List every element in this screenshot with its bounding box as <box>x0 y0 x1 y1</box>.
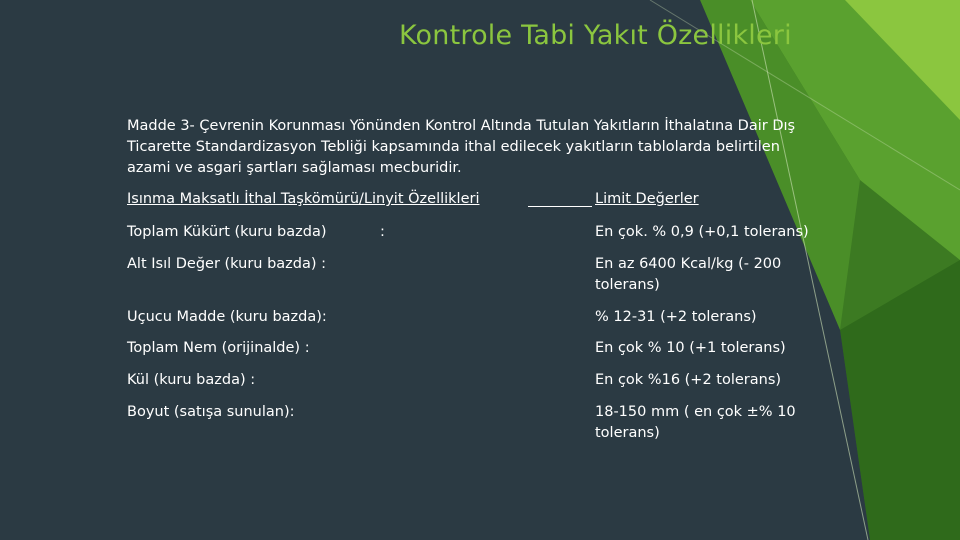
row-ash-label: Kül (kuru bazda) : <box>127 372 256 388</box>
table-header-left: Isınma Maksatlı İthal Taşkömürü/Linyit Özellikleri <box>127 191 480 207</box>
row-sulfur-label: Toplam Kükürt (kuru bazda) <box>127 224 327 240</box>
row-moisture-value: En çok % 10 (+1 tolerans) <box>595 340 786 356</box>
row-sulfur-value: En çok. % 0,9 (+0,1 tolerans) <box>595 224 809 240</box>
row-ash-value: En çok %16 (+2 tolerans) <box>595 372 782 388</box>
row-calorific-label: Alt Isıl Değer (kuru bazda) : <box>127 256 327 272</box>
table-header-right: Limit Değerler <box>595 191 699 207</box>
row-sulfur-colon: : <box>380 224 385 240</box>
slide-title: Kontrole Tabi Yakıt Özellikleri <box>399 20 792 51</box>
row-volatile-value: % 12-31 (+2 tolerans) <box>595 309 757 325</box>
intro-paragraph: Madde 3- Çevrenin Korunması Yönünden Kontrol Altında Tutulan Yakıtların İthalatına Dair Dış Ticarette Standardizasyon Tebliği kapsamında ithal edilecek yakıtların tablolarda belirtilen azami ve asgari şartları sağlaması mecburidir. <box>127 118 796 176</box>
row-calorific-value: En az 6400 Kcal/kg (- 200 tolerans) <box>595 256 782 293</box>
row-volatile-label: Uçucu Madde (kuru bazda): <box>127 309 327 325</box>
header-underline-fill <box>528 206 592 207</box>
row-size-value: 18-150 mm ( en çok ±% 10 tolerans) <box>595 404 796 441</box>
row-moisture-label: Toplam Nem (orijinalde) : <box>127 340 310 356</box>
row-size-label: Boyut (satışa sunulan): <box>127 404 295 420</box>
